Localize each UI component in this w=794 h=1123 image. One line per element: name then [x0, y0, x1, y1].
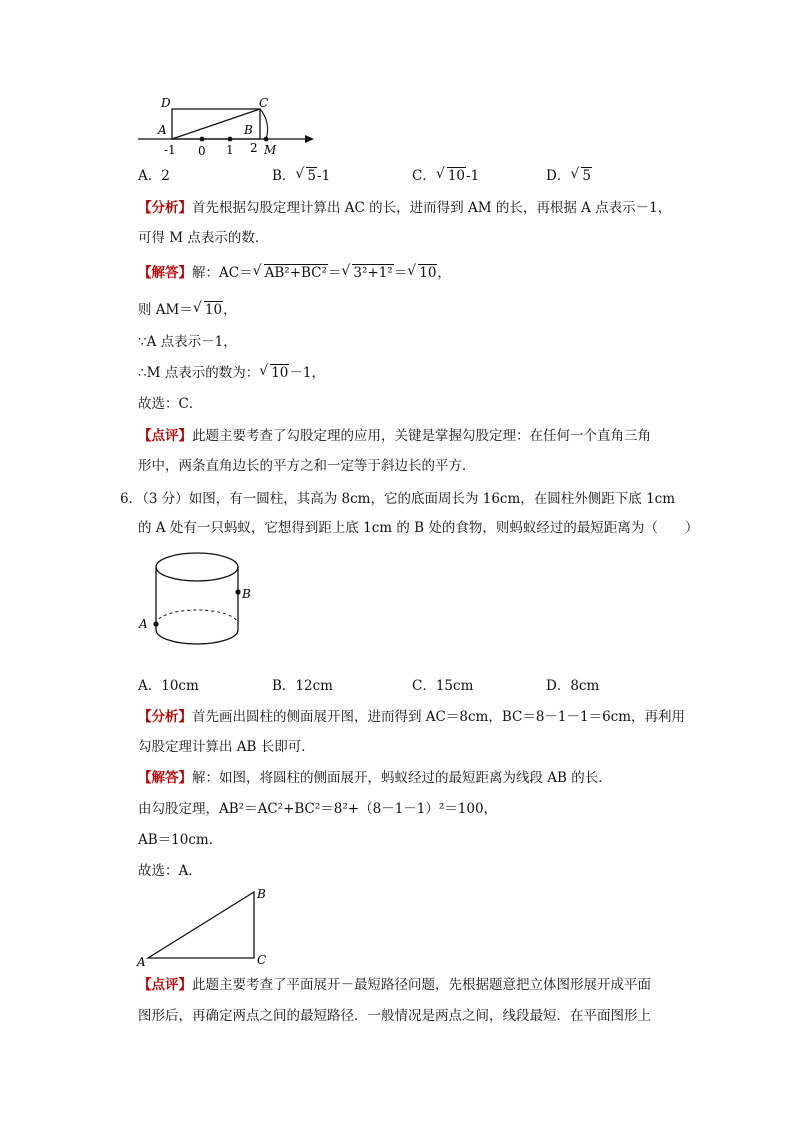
- q6-solution-line3: AB＝10cm．: [138, 832, 223, 848]
- q5-option-d: D．√ 5: [546, 166, 592, 186]
- tri-label-c: C: [257, 953, 267, 967]
- cylinder-bottom-front: [156, 630, 238, 644]
- q6-option-c: C．15cm: [412, 678, 474, 694]
- label-c: C: [259, 96, 269, 110]
- q6-option-b: B．12cm: [272, 678, 333, 694]
- figure-cylinder: [134, 546, 264, 666]
- q5-option-c: C．√ 10-1: [412, 166, 479, 186]
- figure-triangle: [134, 882, 274, 970]
- arrow-head: [305, 135, 314, 143]
- q5-comment-line1: 【点评】此题主要考查了勾股定理的应用，关键是掌握勾股定理：在任何一个直角三角: [138, 428, 651, 444]
- triangle-abc: [148, 892, 254, 958]
- tick-label-0: 0: [198, 144, 206, 158]
- q5-solution-line5: 故选：C．: [138, 396, 203, 412]
- q6-option-a: A．10cm: [138, 678, 199, 694]
- q6-option-d: D．8cm: [546, 678, 600, 694]
- label-d: D: [161, 96, 171, 110]
- q5-analysis-line1: 【分析】首先根据勾股定理计算出 AC 的长，进而得到 AM 的长，再根据 A 点表示－1，: [138, 200, 672, 216]
- cylinder-path-dashed: [156, 610, 238, 624]
- arc-cm: [260, 109, 268, 139]
- q6-analysis-line1: 【分析】首先画出圆柱的侧面展开图，进而得到 AC＝8cm，BC＝8－1－1＝6cm，再利用: [138, 709, 686, 725]
- q5-analysis-line2: 可得 M 点表示的数．: [138, 230, 269, 246]
- label-a: A: [158, 123, 167, 137]
- label-m: M: [264, 143, 277, 157]
- tick-label-2: 2: [250, 141, 258, 155]
- q6-comment-line1: 【点评】此题主要考查了平面展开－最短路径问题，先根据题意把立体图形展开成平面: [138, 977, 651, 993]
- q6-analysis-line2: 勾股定理计算出 AB 长即可．: [138, 739, 315, 755]
- q5-option-a: A．2: [138, 168, 170, 184]
- q5-solution-line4: ∴M 点表示的数为：√ 10－1，: [138, 363, 325, 383]
- label-b: B: [244, 123, 253, 137]
- tick-label-minus1: -1: [164, 143, 176, 157]
- q6-solution-line2: 由勾股定理，AB²＝AC²+BC²＝8²+（8－1－1）²＝100，: [138, 801, 498, 817]
- tri-label-a: A: [137, 955, 146, 969]
- cyl-label-a: A: [139, 617, 148, 631]
- q5-solution-line2: 则 AM＝√ 10，: [138, 300, 237, 320]
- q5-option-b: B．√ 5-1: [272, 166, 330, 186]
- q5-solution-line3: ∵A 点表示－1，: [138, 334, 237, 350]
- q5-comment-line2: 形中，两条直角边长的平方之和一定等于斜边长的平方．: [138, 458, 476, 474]
- q5-solution-line1: 【解答】解：AC＝√ AB²+BC²＝√ 3²+1²＝√ 10，: [138, 263, 451, 283]
- q6-stem-line1: 6．（3 分）如图，有一圆柱，其高为 8cm，它的底面周长为 16cm，在圆柱外侧距下底 1cm: [120, 491, 676, 507]
- q6-solution-line1: 【解答】解：如图，将圆柱的侧面展开，蚂蚁经过的最短距离为线段 AB 的长．: [138, 770, 612, 786]
- tick-label-1: 1: [226, 143, 234, 157]
- cylinder-top: [156, 553, 238, 581]
- tri-label-b: B: [257, 887, 266, 901]
- cyl-label-b: B: [242, 587, 251, 601]
- q6-comment-line2: 图形后，再确定两点之间的最短路径．一般情况是两点之间，线段最短．在平面图形上: [138, 1008, 651, 1024]
- q6-stem-line2: 的 A 处有一只蚂蚁，它想得到距上底 1cm 的 B 处的食物，则蚂蚁经过的最短距离为（ ）: [138, 520, 699, 536]
- q6-solution-line4: 故选：A．: [138, 863, 202, 879]
- figure-number-line: [134, 92, 324, 160]
